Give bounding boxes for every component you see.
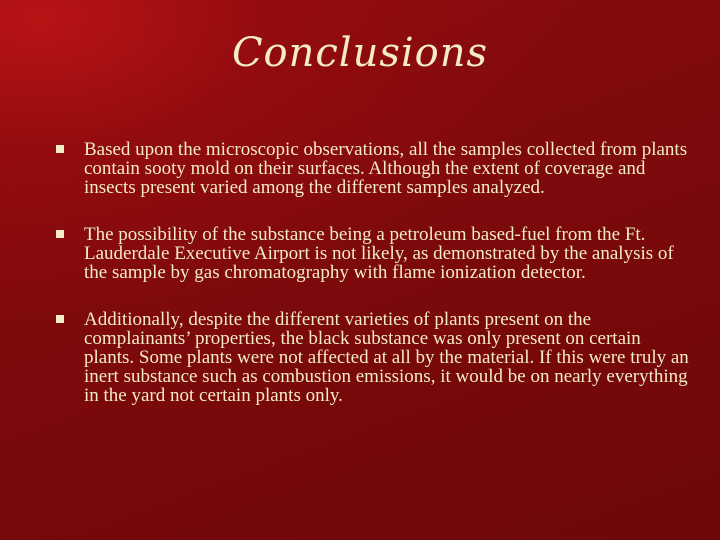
square-bullet-icon [56, 145, 64, 153]
square-bullet-icon [56, 315, 64, 323]
bullet-item [54, 140, 694, 197]
square-bullet-icon [56, 230, 64, 238]
bullet-item [54, 310, 694, 405]
bullet-text: Additionally, despite the different varieties of plants present on the complainants’ properties, the black substance was only present on certain plants. Some plants were not affected at all by the material. If this were truly an inert substance such as combustion emissions, it would be on nearly everything in the yard not certain plants only. [84, 309, 689, 406]
bullet-text: The possibility of the substance being a petroleum based-fuel from the Ft. Lauderdale Executive Airport is not likely, as demonstrated by the analysis of the sample by gas chromatography with flame ionization detector. [84, 224, 674, 283]
bullet-list [54, 140, 694, 433]
bullet-text: Based upon the microscopic observations, all the samples collected from plants contain sooty mold on their surfaces. Although the extent of coverage and insects present varied among the different samples analyzed. [84, 139, 688, 198]
bullet-item [54, 225, 694, 282]
slide-title: Conclusions [231, 30, 489, 76]
